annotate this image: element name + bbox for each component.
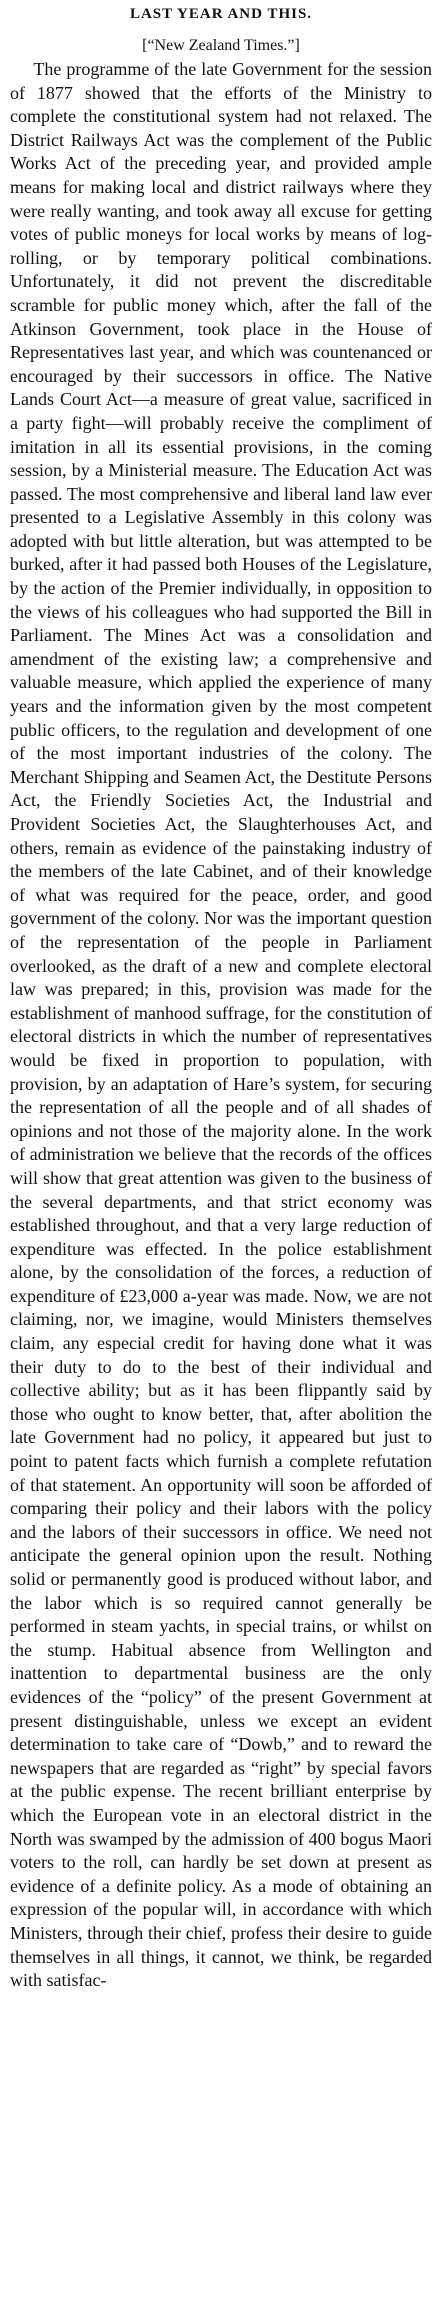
- article-headline: LAST YEAR AND THIS.: [129, 6, 313, 22]
- article-body: The programme of the late Government for the session of 1877 showed that the efforts of the Ministry to complete the constitutional system had not relaxed. The District Railways Act was the complement of the Public Works Act of the preceding year, and provided ample means for making local and district railways where they were really wanting, and took away all excuse for getting votes of public moneys for local works by means of log-rolling, or by temporary political combinations. Unfortunately, it did not prevent the discreditable scramble for public money which, after the fall of the Atkinson Government, took place in the House of Representatives last year, and which was countenanced or encouraged by their successors in office. The Native Lands Court Act—a measure of great value, sacrificed in a party fight—will probably receive the compliment of imitation in all its essential provisions, in the coming session, by a Ministerial measure. The Education Act was passed. The most comprehensive and liberal land law ever presented to a Legislative Assembly in this colony was adopted with but little alteration, but was attempted to be burked, after it had passed both Houses of the Legislature, by the action of the Premier individually, in opposition to the views of his colleagues who had supported the Bill in Parliament. The Mines Act was a consolidation and amendment of the existing law; a comprehensive and valuable measure, which applied the experience of many years and the information given by the most competent public officers, to the regulation and development of one of the most important industries of the colony. The Merchant Shipping and Seamen Act, the Destitute Persons Act, the Friendly Societies Act, the Industrial and Provident Societies Act, the Slaughterhouses Act, and others, remain as evidence of the painstaking industry of the members of the late Cabinet, and of their knowledge of what was required for the peace, order, and good government of the colony. Nor was the important question of the representation of the people in Parliament overlooked, as the draft of a new and complete electoral law was prepared; in this, provision was made for the establishment of manhood suffrage, for the constitution of electoral districts in which the number of representatives would be fixed in proportion to population, with provision, by an adaptation of Hare’s system, for securing the representation of all the people and of all shades of opinions and not those of the majority alone. In the work of administration we believe that the records of the offices will show that great attention was given to the business of the several departments, and that strict economy was established throughout, and that a very large reduction of expenditure was effected. In the police establishment alone, by the consolidation of the forces, a reduction of expenditure of £23,000 a-year was made. Now, we are not claiming, nor, we imagine, would Ministers themselves claim, any especial credit for having done what it was their duty to do to the best of their individual and collective ability; but as it has been flippantly said by those who ought to know better, that, after abolition the late Government had no policy, it appeared but just to point to patent facts which furnish a complete refutation of that statement. An opportunity will soon be afforded of comparing their policy and their labors with the policy and the labors of their successors in office. We need not anticipate the general opinion upon the result. Nothing solid or permanently good is produced without labor, and the labor which is so required cannot generally be performed in steam yachts, in special trains, or whilst on the stump. Habitual absence from Wellington and inattention to departmental business are the only evidences of the “policy” of the present Government at present distinguishable, unless we except an evident determination to take care of “Dowb,” and to reward the newspapers that are regarded as “right” by special favors at the public expense. The recent brilliant enterprise by which the European vote in an electoral district in the North was swamped by the admission of 400 bogus Maori voters to the roll, can hardly be set down at present as evidence of a definite policy. As a mode of obtaining an expression of the popular will, in accordance with which Ministers, through their chief, profess their desire to guide themselves in all things, it cannot, we think, be regarded with satisfac-: [10, 59, 432, 1991]
- source-attribution: [“New Zealand Times.”]: [142, 37, 300, 54]
